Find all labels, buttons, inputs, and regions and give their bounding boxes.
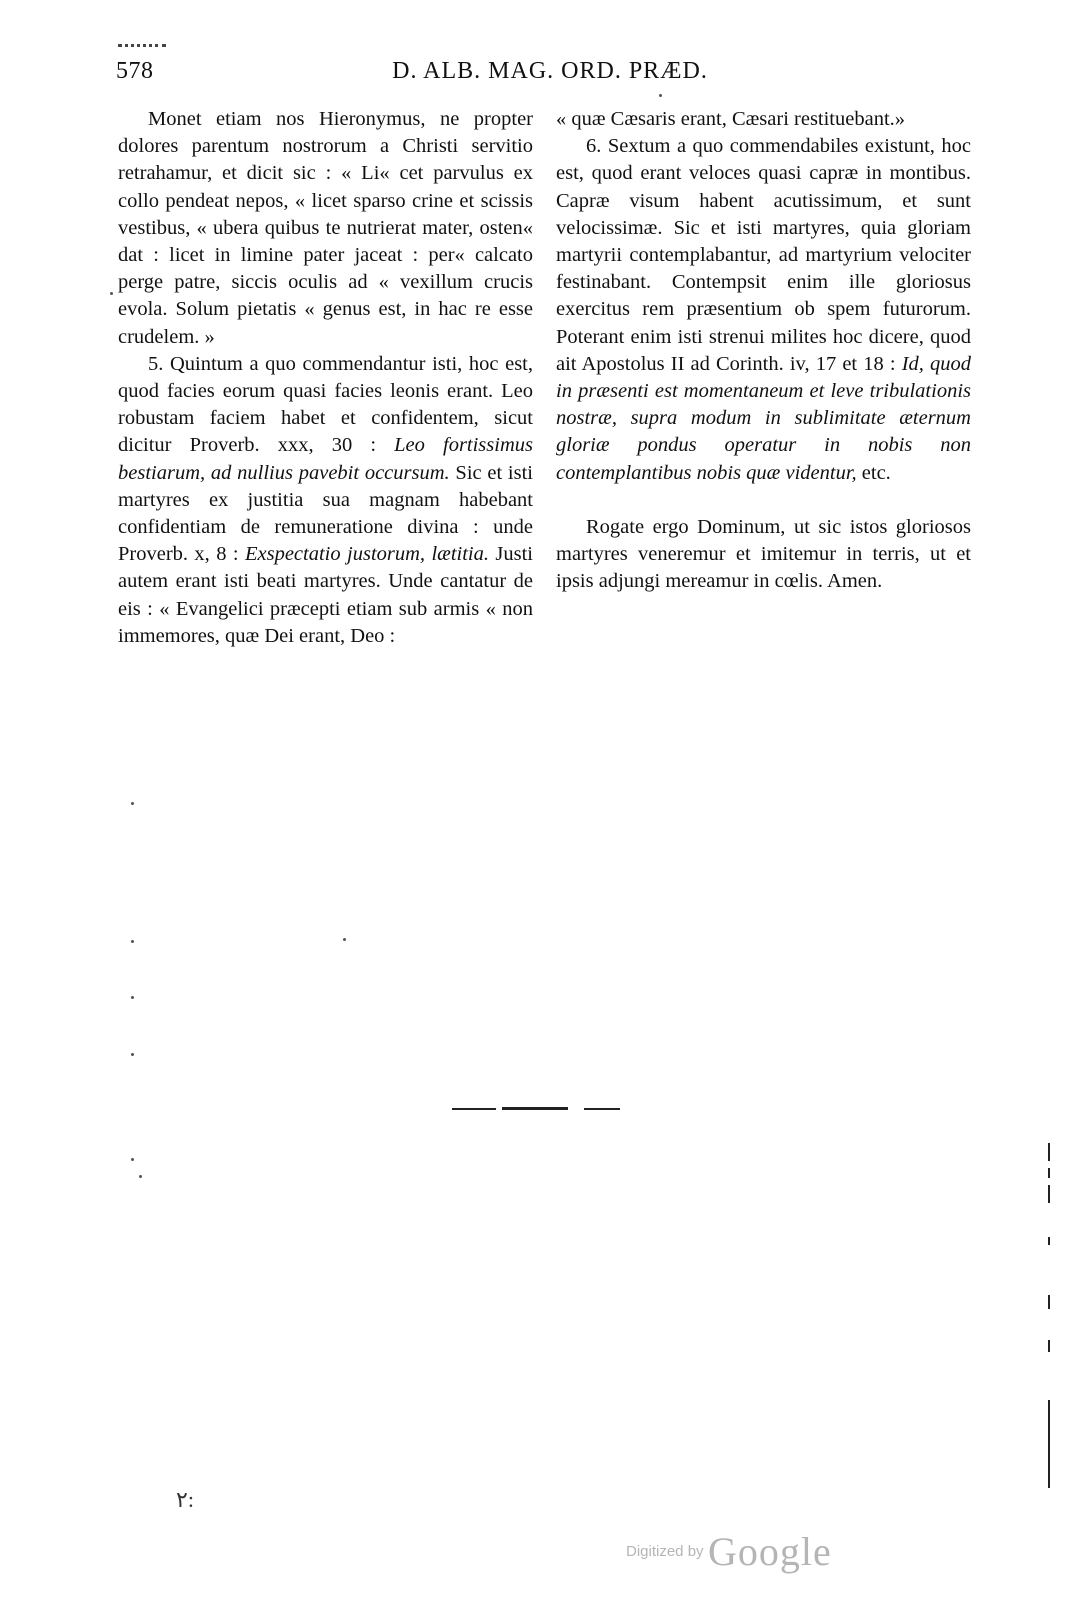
scan-speck [131, 1053, 134, 1056]
edge-mark [1048, 1400, 1050, 1488]
italic-quote: Leo fortissimus bestiarum, ad nullius pavebit occursum. [118, 434, 533, 484]
watermark-small-text: Digitized by [626, 1543, 704, 1560]
paragraph-closing: Rogate ergo Dominum, ut sic istos gloriosos martyres veneremur et imitemur in terris, ut et ipsis adjungi mereamur in cœlis. Amen. [556, 515, 971, 593]
scan-speck [131, 940, 134, 943]
edge-mark [1048, 1185, 1050, 1203]
edge-mark [1048, 1237, 1050, 1245]
text-span: Justi autem erant isti beati martyres. Unde cantatur de eis : « Evangelici præcepti etiam sub armis « non immemores, quæ Dei erant, Deo : [118, 543, 533, 647]
scan-speck [131, 996, 134, 999]
scan-speck [343, 938, 346, 941]
italic-quote: Exspectatio justorum, lætitia. [244, 543, 489, 566]
scan-speck [659, 94, 662, 97]
edge-mark [1048, 1143, 1050, 1161]
left-column [118, 106, 533, 650]
page-number: 578 [116, 58, 154, 84]
text-span: 5. Quintum a quo commendantur isti, hoc est, quod facies eorum quasi facies leonis erant. Leo robustam faciem habet et confidentem, sicut dicitur Proverb. xxx, 30 : [118, 352, 533, 457]
edge-mark [1048, 1340, 1050, 1352]
stray-mark: ٢: [176, 1487, 194, 1512]
google-logo: Google [708, 1529, 832, 1574]
paragraph-sextum [556, 133, 971, 487]
text-span: etc. [856, 461, 891, 484]
right-column [556, 106, 971, 595]
running-title: D. ALB. MAG. ORD. PRÆD. [392, 58, 708, 84]
scan-speck [139, 1175, 142, 1178]
scan-speck [131, 1158, 134, 1161]
scan-speck [131, 802, 134, 805]
edge-mark [1048, 1295, 1050, 1309]
paragraph-continuation: « quæ Cæsaris erant, Cæsari restituebant.» [556, 108, 906, 130]
paragraph-quintum [118, 351, 533, 650]
italic-quote: Id, quod in præsenti est momentaneum et leve tribulationis nostræ, supra modum in sublimitate æternum gloriæ pondus operatur in nobis non contemplantibus nobis quæ videntur, [556, 352, 972, 484]
page-number-mark [118, 44, 166, 51]
text-span: Sic et isti martyres ex justitia sua magnam habebant confidentiam de remuneratione divina : unde Proverb. x, 8 : [118, 461, 533, 566]
paragraph-hieronymus: Monet etiam nos Hieronymus, ne propter dolores parentum nostrorum a Christi servitio retrahamur, et dicit sic : « Li« cet parvulus ex collo pendeat nepos, « licet sparso crine et scissis vestibus, « ubera quibus te nutrierat mater, osten« dat : licet in limine pater jaceat : per« calcato perge patre, siccis oculis ad « vexillum crucis evola. Solum pietatis « genus est, in hac re esse crudelem. » [118, 108, 533, 348]
text-span: 6. Sextum a quo commendabiles existunt, hoc est, quod erant veloces quasi capræ in montibus. Capræ visum habent acutissimum, et sunt velocissimæ. Sic et isti martyres, quia gloriam martyrii contemplabantur, ad martyrium velociter festinabant. Contempsit enim ille gloriosus exercitus rem præsentium ob spem futurorum. Poterant enim isti strenui milites hoc dicere, quod ait Apostolus II ad Corinth. iv, 17 et 18 : [556, 135, 971, 375]
end-ornament-rule [452, 1104, 632, 1114]
edge-mark [1048, 1168, 1050, 1178]
scan-speck [110, 292, 113, 295]
digitized-watermark [626, 1528, 832, 1575]
